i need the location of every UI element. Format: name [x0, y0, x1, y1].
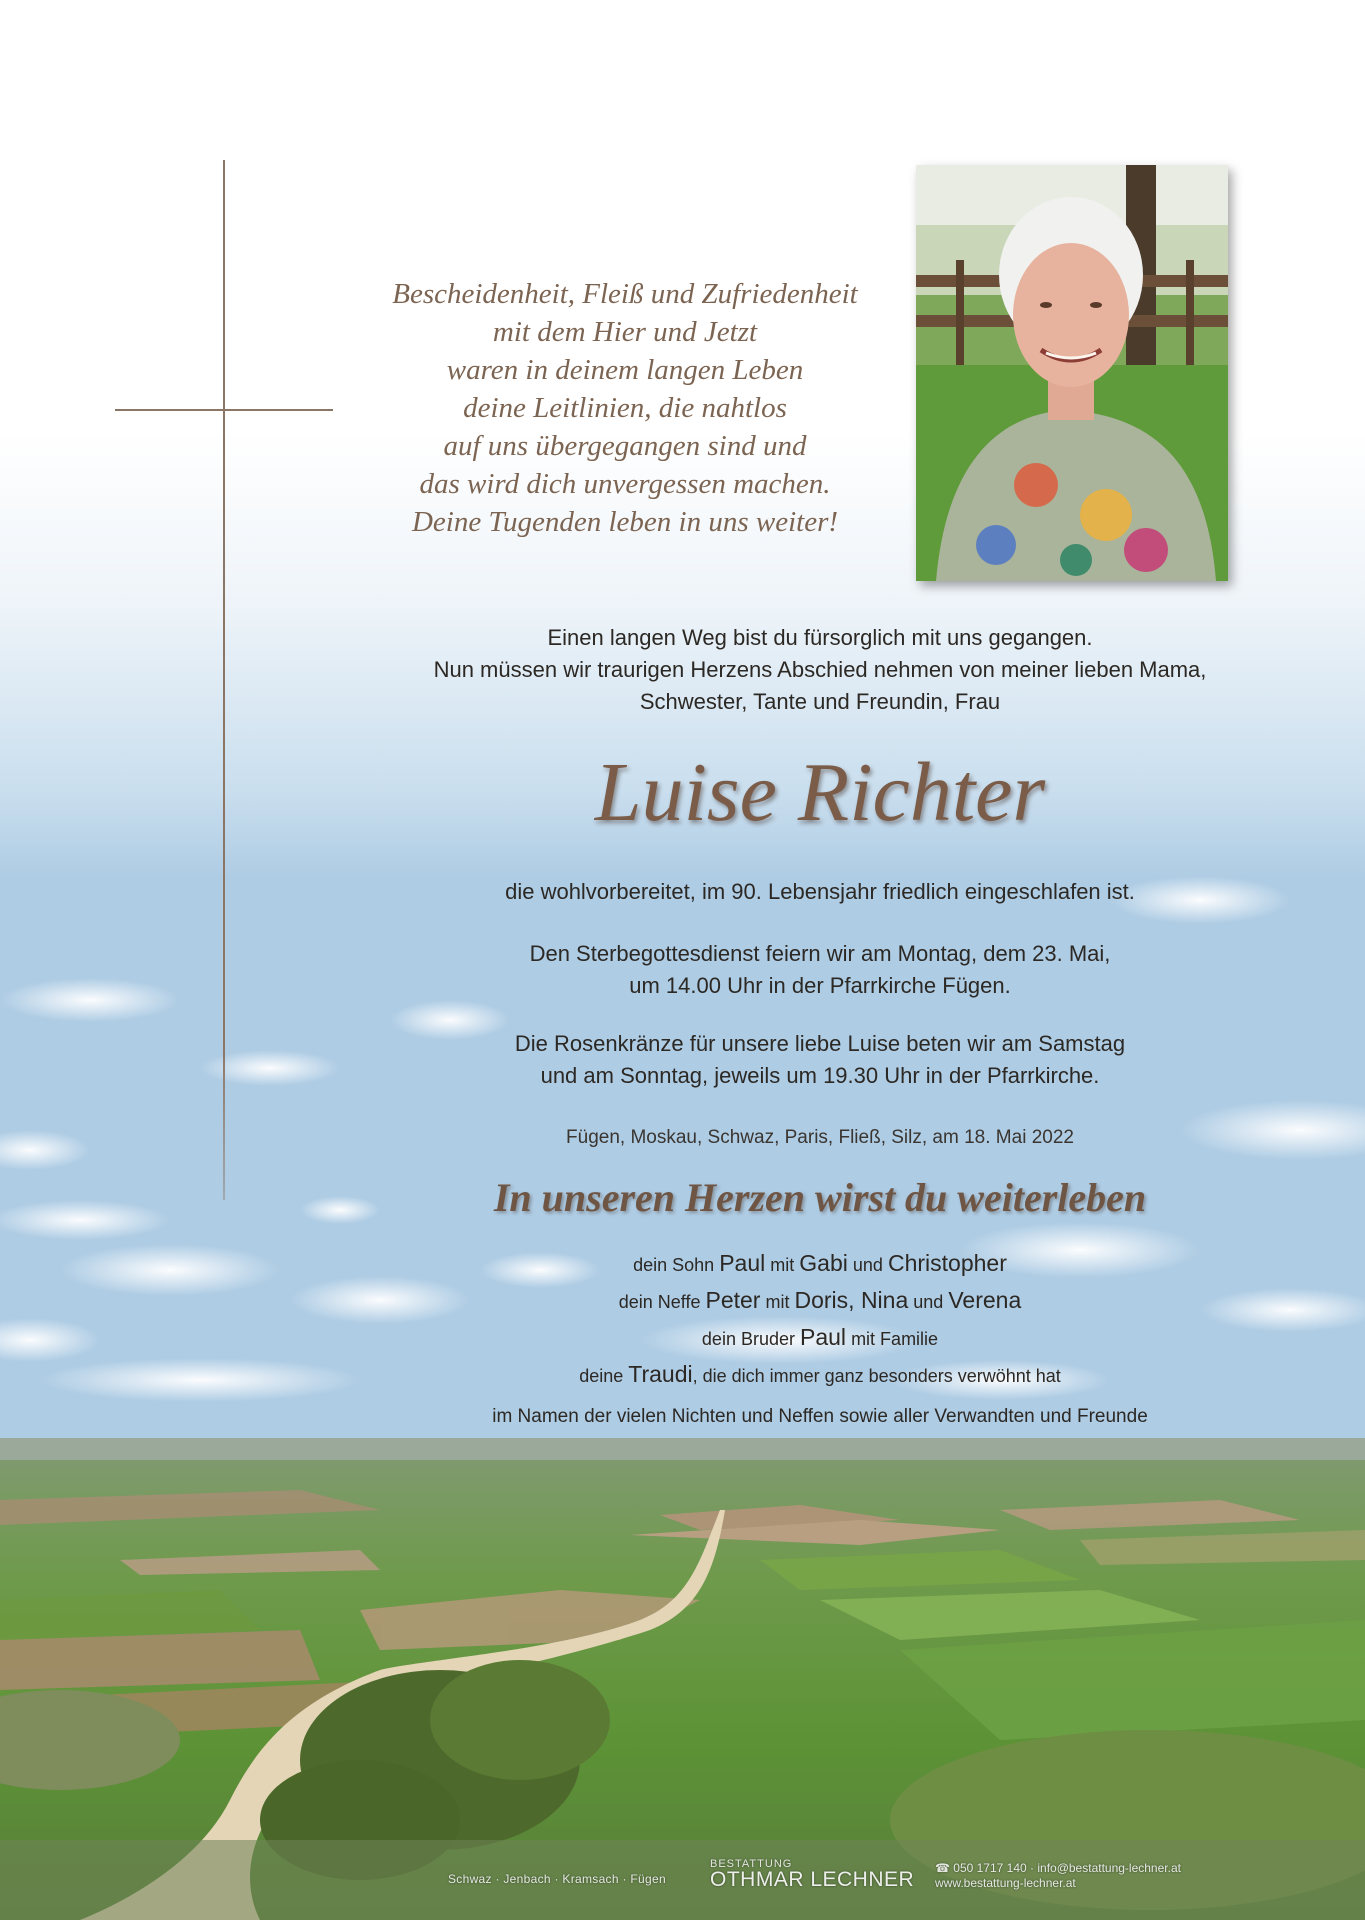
mourner-connector: mit	[770, 1255, 795, 1275]
portrait-photo	[916, 165, 1228, 581]
intro-text	[380, 622, 1260, 718]
mourner-line-brother	[380, 1320, 1260, 1357]
rosary-line: und am Sonntag, jeweils um 19.30 Uhr in der Pfarrkirche.	[540, 1063, 1100, 1088]
quote-line: deine Leitlinien, die nahtlos	[463, 392, 787, 424]
mourner-name: Peter	[705, 1287, 761, 1313]
mourner-name: Christopher	[887, 1250, 1007, 1276]
brand-large: OTHMAR LECHNER	[710, 1868, 915, 1891]
mourner-connector: und	[913, 1292, 944, 1312]
mourner-connector: mit Familie	[851, 1329, 939, 1349]
mourner-name: Paul	[719, 1250, 766, 1276]
deceased-name: Luise Richter	[594, 746, 1046, 839]
age-line: die wohlvorbereitet, im 90. Lebensjahr friedlich eingeschlafen ist.	[505, 879, 1135, 904]
funeral-home-logo	[710, 1858, 914, 1892]
mourner-connector: und	[852, 1255, 883, 1275]
intro-line: Schwester, Tante und Freundin, Frau	[639, 689, 1001, 714]
quote-line: Deine Tugenden leben in uns weiter!	[411, 506, 839, 538]
cross-horizontal-bar	[115, 409, 333, 411]
mourner-name: Traudi	[628, 1361, 693, 1387]
quote-line: Bescheidenheit, Fleiß und Zufriedenheit	[392, 278, 858, 310]
brand-small: BESTATTUNG	[710, 1858, 793, 1870]
mourner-line-son	[380, 1246, 1260, 1283]
service-line: Den Sterbegottesdienst feiern wir am Montag, dem 23. Mai,	[529, 941, 1111, 966]
funeral-service-info	[380, 938, 1260, 1002]
mourner-line-friend	[380, 1357, 1260, 1394]
mourner-name: Doris, Nina	[794, 1287, 909, 1313]
intro-line: Einen langen Weg bist du fürsorglich mit uns gegangen.	[547, 625, 1093, 650]
mourner-name: Paul	[800, 1324, 847, 1350]
cross-vertical-bar	[223, 160, 225, 1200]
mourners-closing: im Namen der vielen Nichten und Neffen sowie aller Verwandten und Freunde	[492, 1406, 1148, 1427]
mourner-connector: , die dich immer ganz besonders verwöhnt hat	[692, 1366, 1061, 1386]
quote-line: mit dem Hier und Jetzt	[492, 316, 758, 348]
quote-line: das wird dich unvergessen machen.	[419, 468, 831, 500]
place-date: Fügen, Moskau, Schwaz, Paris, Fließ, Silz, am 18. Mai 2022	[566, 1127, 1074, 1148]
funeral-home-footer	[440, 1858, 1240, 1898]
mourner-name: Verena	[948, 1287, 1022, 1313]
service-line: um 14.00 Uhr in der Pfarrkirche Fügen.	[629, 973, 1011, 998]
mourner-relation: dein Sohn	[633, 1255, 715, 1275]
mourner-connector: mit	[765, 1292, 790, 1312]
mourners-list	[380, 1246, 1260, 1394]
rosary-info	[380, 1028, 1260, 1092]
mourner-name: Gabi	[799, 1250, 848, 1276]
mourner-relation: dein Bruder	[701, 1329, 795, 1349]
footer-website: www.bestattung-lechner.at	[935, 1876, 1076, 1890]
quote-line: auf uns übergegangen sind und	[443, 430, 807, 462]
footer-phone-email: ☎ 050 1717 140 · info@bestattung-lechner.at	[935, 1861, 1181, 1875]
rosary-line: Die Rosenkränze für unsere liebe Luise beten wir am Samstag	[514, 1031, 1126, 1056]
memorial-motto: In unseren Herzen wirst du weiterleben	[493, 1175, 1147, 1220]
footer-contact	[935, 1861, 1181, 1891]
memorial-quote	[330, 275, 920, 541]
intro-line: Nun müssen wir traurigen Herzens Abschied nehmen von meiner lieben Mama,	[433, 657, 1207, 682]
mourner-relation: deine	[579, 1366, 624, 1386]
quote-line: waren in deinem langen Leben	[446, 354, 804, 386]
mourner-line-nephew	[380, 1283, 1260, 1320]
footer-towns: Schwaz · Jenbach · Kramsach · Fügen	[448, 1872, 666, 1886]
mourner-relation: dein Neffe	[618, 1292, 701, 1312]
